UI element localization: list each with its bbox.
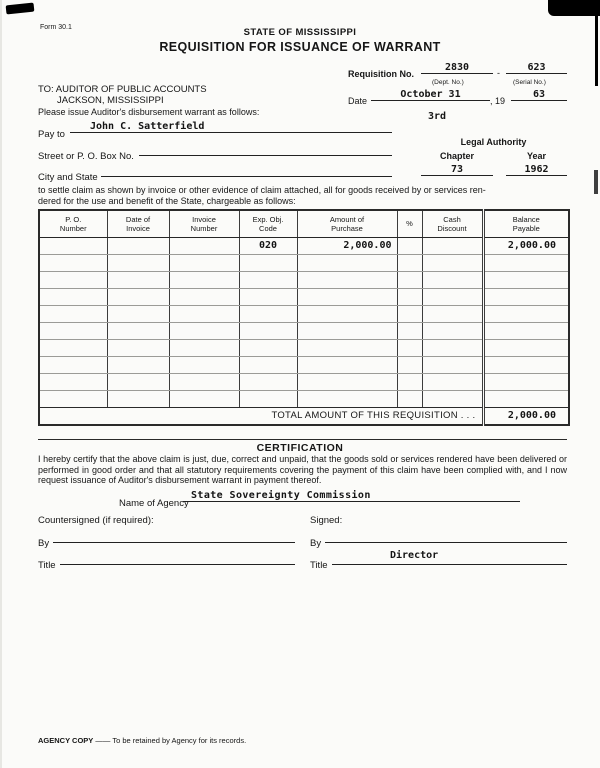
cell-exp-obj-code: 020	[239, 237, 297, 254]
table-row	[39, 339, 569, 356]
title-value-right: Director	[390, 550, 439, 561]
countersigned-label: Countersigned (if required):	[38, 515, 154, 526]
by-field-right	[325, 530, 567, 543]
scan-artifact-top-right	[548, 0, 600, 16]
col-header-invoice-number: Invoice Number	[169, 210, 239, 237]
street-label: Street or P. O. Box No.	[38, 151, 134, 162]
dept-no-caption: (Dept. No.)	[432, 79, 464, 86]
title-label-right: Title	[310, 560, 328, 571]
requisition-no-label: Requisition No.	[348, 69, 414, 79]
claim-clause-line1: to settle claim as shown by invoice or other evidence of claim attached, all for goods received by or services ren-	[38, 185, 486, 195]
cell-po-number	[39, 237, 107, 254]
cell-percent	[397, 237, 422, 254]
date-year-value: 63	[511, 88, 567, 101]
addressee-line1: TO: AUDITOR OF PUBLIC ACCOUNTS	[38, 84, 207, 95]
by-label-left: By	[38, 538, 50, 549]
date-label: Date	[348, 96, 368, 106]
cell-balance-payable: 2,000.00	[483, 237, 569, 254]
table-row	[39, 373, 569, 390]
total-value: 2,000.00	[483, 407, 569, 425]
by-field-left	[53, 530, 295, 543]
table-row	[39, 322, 569, 339]
table-row	[39, 305, 569, 322]
title-label-left: Title	[38, 560, 56, 571]
street-field-line	[139, 143, 392, 156]
col-header-cash-discount: Cash Discount	[422, 210, 483, 237]
city-label: City and State	[38, 172, 98, 183]
chapter-label: Chapter	[439, 151, 474, 161]
table-row	[39, 254, 569, 271]
year-label: Year	[526, 151, 547, 161]
line-items-table	[38, 209, 570, 426]
table-row-filled	[39, 237, 569, 254]
table-row	[39, 288, 569, 305]
scan-artifact-right-edge-2	[594, 170, 598, 194]
state-title: STATE OF MISSISSIPPI	[243, 27, 357, 38]
footer-note	[38, 736, 246, 745]
claim-clause	[38, 185, 567, 206]
footer-copy-text: —— To be retained by Agency for its records.	[93, 736, 247, 745]
table-row	[39, 390, 569, 407]
col-header-balance-payable: Balance Payable	[483, 210, 569, 237]
agency-value: State Sovereignty Commission	[183, 489, 520, 502]
cell-date-of-invoice	[107, 237, 169, 254]
cell-invoice-number	[169, 237, 239, 254]
footer-copy-label: AGENCY COPY	[38, 736, 94, 745]
addressee-line2: JACKSON, MISSISSIPPI	[57, 95, 164, 106]
serial-no-caption: (Serial No.)	[513, 79, 546, 86]
main-title: REQUISITION FOR ISSUANCE OF WARRANT	[159, 40, 441, 54]
certification-title: CERTIFICATION	[256, 442, 344, 454]
table-row	[39, 271, 569, 288]
city-field-line	[101, 164, 392, 177]
col-header-amount-of-purchase: Amount of Purchase	[297, 210, 397, 237]
instruction-text: Please issue Auditor's disbursement warrant as follows:	[38, 107, 260, 117]
date-year-prefix: , 19	[490, 96, 506, 106]
claim-clause-line2: dered for the use and benefit of the State, chargeable as follows:	[38, 195, 296, 206]
requisition-no-separator: -	[497, 68, 500, 78]
title-field-right	[332, 552, 567, 565]
closing-rule	[38, 439, 567, 440]
col-header-date-of-invoice: Date of Invoice	[107, 210, 169, 237]
table-total-row	[39, 407, 569, 425]
total-label: TOTAL AMOUNT OF THIS REQUISITION . . .	[39, 407, 483, 425]
legal-authority-title: Legal Authority	[460, 137, 527, 147]
agency-label: Name of Agency	[119, 498, 189, 509]
scan-edge-left	[0, 0, 2, 768]
col-header-exp-obj-code: Exp. Obj. Code	[239, 210, 297, 237]
cell-amount-of-purchase: 2,000.00	[297, 237, 397, 254]
pay-to-value: John C. Satterfield	[70, 120, 392, 133]
form-number: Form 30.1	[40, 24, 72, 31]
year-value: 1962	[506, 163, 567, 176]
date-value: October 31	[371, 88, 490, 101]
quarter-typed-value: 3rd	[428, 111, 447, 122]
serial-no-value: 623	[506, 61, 567, 74]
pay-to-label: Pay to	[38, 129, 65, 140]
table-row	[39, 356, 569, 373]
title-field-left	[60, 552, 295, 565]
by-label-right: By	[310, 538, 322, 549]
certification-body: I hereby certify that the above claim is just, due, correct and unpaid, that the goods sold or services rendered have been delivered or performed in good order and that all statutory requirements covering the payment of this claim have been complied with, and I now request issuance of Auditor's disbursement warrant in payment thereof.	[38, 454, 567, 486]
col-header-percent: %	[397, 210, 422, 237]
signed-label: Signed:	[310, 515, 343, 526]
table-header-row	[39, 210, 569, 237]
scan-artifact-top-left	[6, 3, 35, 15]
col-header-po-number: P. O. Number	[39, 210, 107, 237]
dept-no-value: 2830	[421, 61, 493, 74]
cell-cash-discount	[422, 237, 483, 254]
chapter-value: 73	[421, 163, 493, 176]
